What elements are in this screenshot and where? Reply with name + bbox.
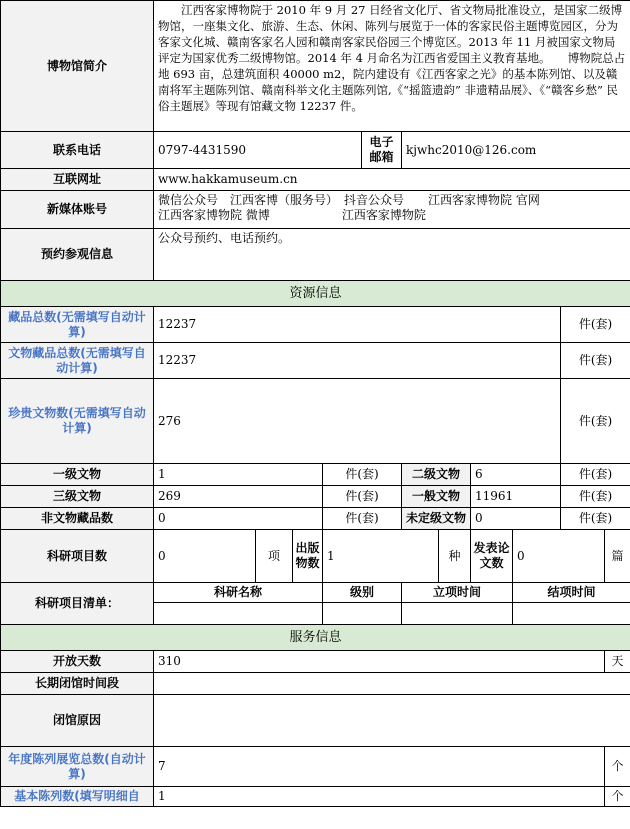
total-unit: 件(套) xyxy=(561,307,630,343)
email-label: 电子邮箱 xyxy=(362,132,402,169)
basic-exhibits-value: 1 xyxy=(154,787,605,807)
list-header-name: 科研名称 xyxy=(154,583,323,603)
paper-value: 0 xyxy=(513,530,605,583)
total-label: 藏品总数(无需填写自动计算) xyxy=(1,307,154,343)
list-cell-start xyxy=(402,603,513,625)
relic-total-unit: 件(套) xyxy=(561,343,630,379)
nonrelic-unit: 件(套) xyxy=(323,508,402,530)
relic-total-value: 12237 xyxy=(154,343,561,379)
basic-exhibits-label: 基本陈列数(填写明细自 xyxy=(1,787,154,807)
resources-section-title: 资源信息 xyxy=(1,281,630,307)
grade1-unit: 件(套) xyxy=(323,464,402,486)
grade1-value: 1 xyxy=(154,464,323,486)
media-accounts xyxy=(154,191,630,229)
intro-text: 江西客家博物院于 2010 年 9 月 27 日经省文化厅、省文物局批准设立，是国家二级博物馆，一座集文化、旅游、生态、休闲、陈列与展览于一体的客家民俗主题博览园区，分为客家文化城、赣南客家名人园和赣南客家民俗园三个博览区。2013 年 11 月被国家文物局评定为国家优秀二级博物馆。2014 年 4 月命名为江西省爱国主义教育基地。 博物院总占地 693 亩，总建筑面积 40000 m2，院内建设有《江西客家之光》的基本陈列馆、以及赣南将军主题陈列馆、赣南科举文化主题陈列馆,《“摇篮遗韵” 非遗精品展》、《“赣客乡愁” 民俗主题展》等现有馆藏文物 12237 件。 xyxy=(154,1,630,132)
research-unit: 项 xyxy=(256,530,293,583)
ungraded-unit: 件(套) xyxy=(561,508,630,530)
grade1-label: 一级文物 xyxy=(1,464,154,486)
research-value: 0 xyxy=(154,530,256,583)
intro-label: 博物馆简介 xyxy=(1,1,154,132)
phone-value: 0797-4431590 xyxy=(154,132,362,169)
research-list-label: 科研项目清单： xyxy=(1,583,154,625)
website-link[interactable]: www.hakkamuseum.cn xyxy=(154,169,630,191)
paper-label: 发表论文数 xyxy=(471,530,513,583)
list-header-end: 结项时间 xyxy=(513,583,630,603)
research-label: 科研项目数 xyxy=(1,530,154,583)
closed-reason-label: 闭馆原因 xyxy=(1,695,154,747)
list-cell-name xyxy=(154,603,323,625)
relic-total-label: 文物藏品总数(无需填写自动计算) xyxy=(1,343,154,379)
general-value: 11961 xyxy=(471,486,561,508)
closed-period-label: 长期闭馆时间段 xyxy=(1,673,154,695)
open-days-unit: 天 xyxy=(605,651,630,673)
grade2-value: 6 xyxy=(471,464,561,486)
service-section-title: 服务信息 xyxy=(1,625,630,651)
pub-value: 1 xyxy=(323,530,439,583)
closed-period-value xyxy=(154,673,630,695)
grade3-value: 269 xyxy=(154,486,323,508)
list-header-level: 级别 xyxy=(323,583,402,603)
open-days-label: 开放天数 xyxy=(1,651,154,673)
precious-label: 珍贵文物数(无需填写自动计算) xyxy=(1,379,154,464)
website-label: 互联网址 xyxy=(1,169,154,191)
general-unit: 件(套) xyxy=(561,486,630,508)
booking-value: 公众号预约、电话预约。 xyxy=(154,229,630,281)
grade3-label: 三级文物 xyxy=(1,486,154,508)
ungraded-value: 0 xyxy=(471,508,561,530)
list-cell-end xyxy=(513,603,630,625)
exhibits-value: 7 xyxy=(154,747,605,787)
closed-reason-value xyxy=(154,695,630,747)
grade2-unit: 件(套) xyxy=(561,464,630,486)
pub-unit: 种 xyxy=(439,530,471,583)
phone-label: 联系电话 xyxy=(1,132,154,169)
total-value: 12237 xyxy=(154,307,561,343)
media-label: 新媒体账号 xyxy=(1,191,154,229)
precious-unit: 件(套) xyxy=(561,379,630,464)
exhibits-label: 年度陈列展览总数(自动计算) xyxy=(1,747,154,787)
list-header-start: 立项时间 xyxy=(402,583,513,603)
media-line-2: 江西客家博物院 微博 江西客家博物院 xyxy=(158,208,426,222)
ungraded-label: 未定级文物 xyxy=(402,508,471,530)
grade2-label: 二级文物 xyxy=(402,464,471,486)
exhibits-unit: 个 xyxy=(605,747,630,787)
open-days-value: 310 xyxy=(154,651,605,673)
general-label: 一般文物 xyxy=(402,486,471,508)
paper-unit: 篇 xyxy=(605,530,630,583)
grade3-unit: 件(套) xyxy=(323,486,402,508)
nonrelic-value: 0 xyxy=(154,508,323,530)
nonrelic-label: 非文物藏品数 xyxy=(1,508,154,530)
precious-value: 276 xyxy=(154,379,561,464)
list-cell-level xyxy=(323,603,402,625)
media-line-1: 微信公众号 江西客博（服务号） 抖音公众号 江西客家博物院 官网 xyxy=(158,193,540,207)
email-value: kjwhc2010@126.com xyxy=(402,132,630,169)
pub-label: 出版物数 xyxy=(293,530,323,583)
booking-label: 预约参观信息 xyxy=(1,229,154,281)
basic-exhibits-unit: 个 xyxy=(605,787,630,807)
